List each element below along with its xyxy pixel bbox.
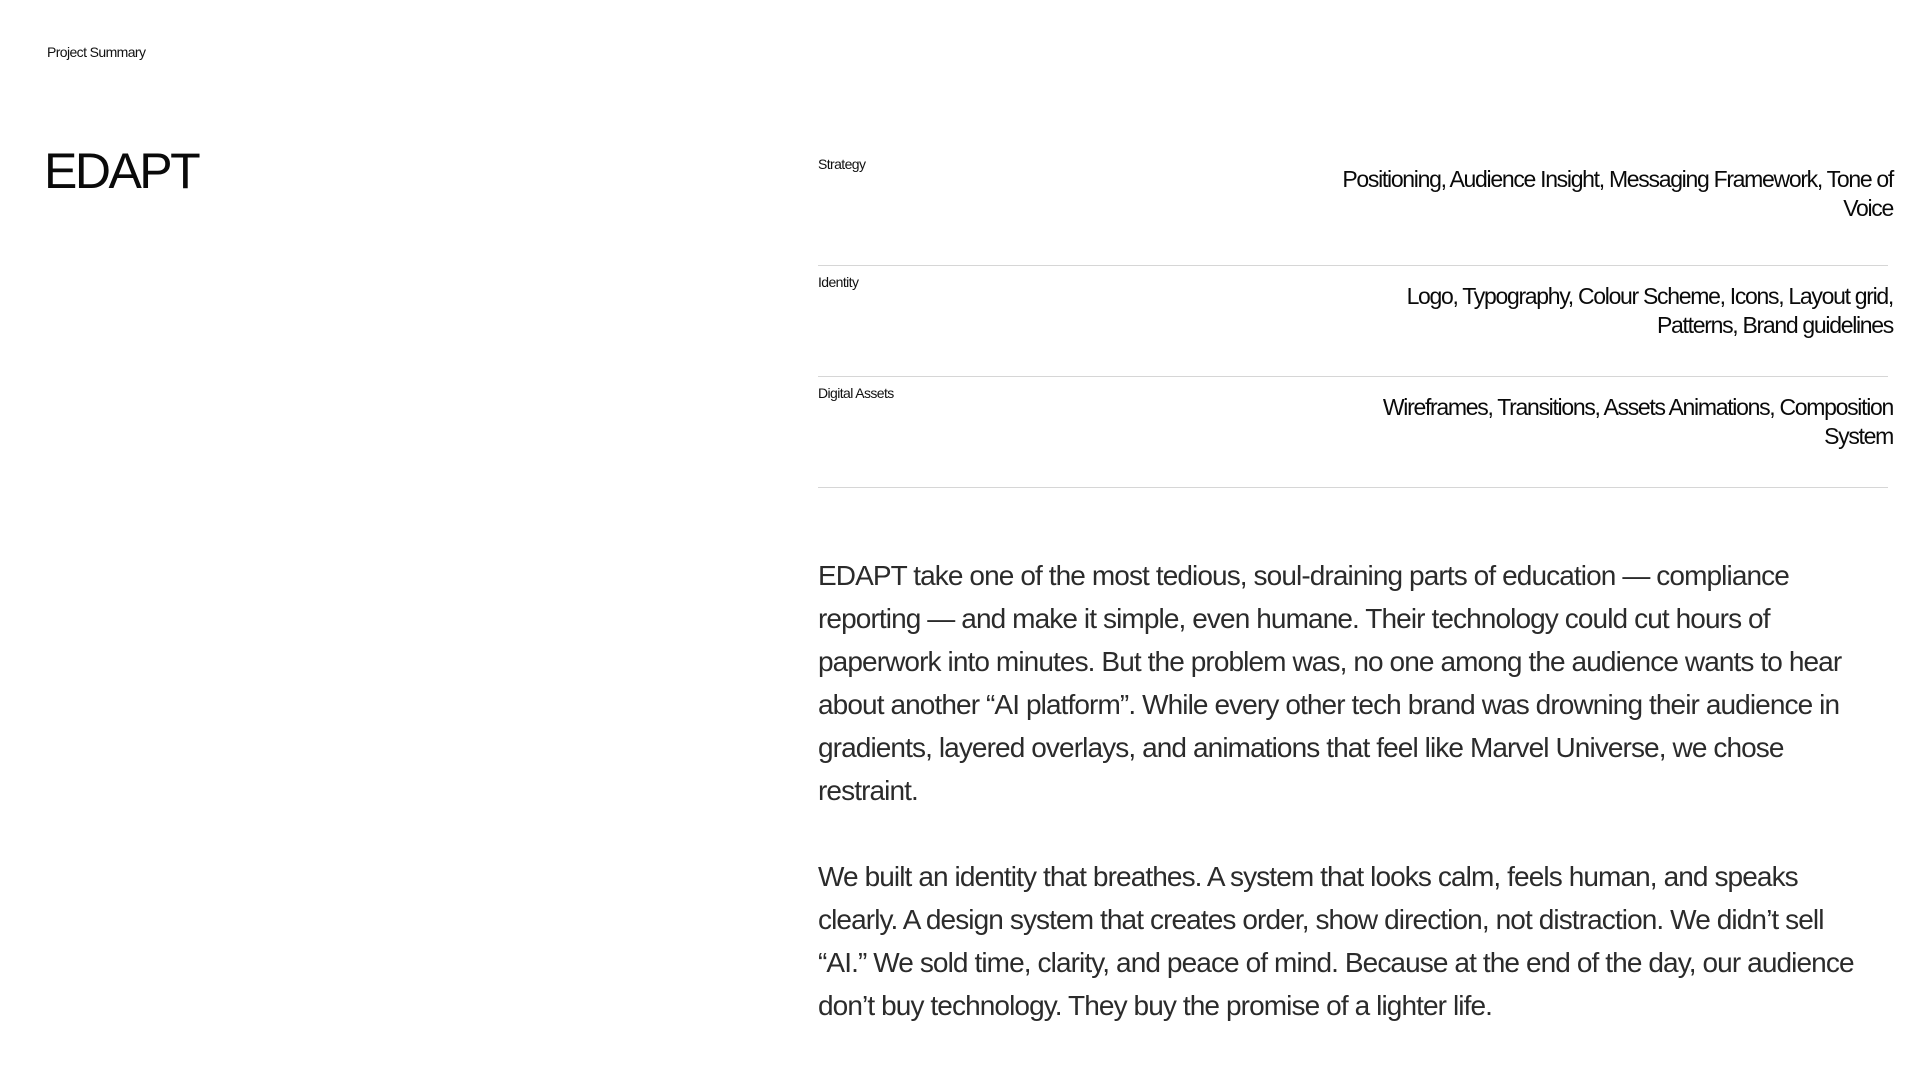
section-eyebrow: Project Summary [47,44,146,60]
service-label: Identity [818,274,859,290]
service-items: Wireframes, Transitions, Assets Animations, Composition System [1382,394,1893,449]
project-description [818,554,1878,1027]
description-paragraph-2: We built an identity that breathes. A system that looks calm, feels human, and speaks clearly. A design system that creates order, show direction, not distraction. We didn’t sell “AI.” We sold time, clarity, and peace of mind. Because at the end of the day, our audience don’t buy technology. They buy the promise of a lighter life. [818,861,1854,1021]
service-row-strategy [818,155,1893,266]
summary-column [818,155,1893,1070]
service-row-digital-assets [818,377,1893,488]
brand-title: EDAPT [44,143,199,199]
service-items: Logo, Typography, Colour Scheme, Icons, Layout grid, Patterns, Brand guidelines [1406,283,1893,338]
description-paragraph-1: EDAPT take one of the most tedious, soul-draining parts of education — compliance reporting — and make it simple, even humane. Their technology could cut hours of paperwork into minutes. But the problem was, no one among the audience wants to hear about another “AI platform”. While every other tech brand was drowning their audience in gradients, layered overlays, and animations that feel like Marvel Universe, we chose restraint. [818,560,1842,806]
services-list [818,155,1893,488]
service-label: Digital Assets [818,385,894,401]
service-items: Positioning, Audience Insight, Messaging Framework, Tone of Voice [1342,166,1893,221]
service-row-identity [818,266,1893,377]
service-label: Strategy [818,156,866,172]
